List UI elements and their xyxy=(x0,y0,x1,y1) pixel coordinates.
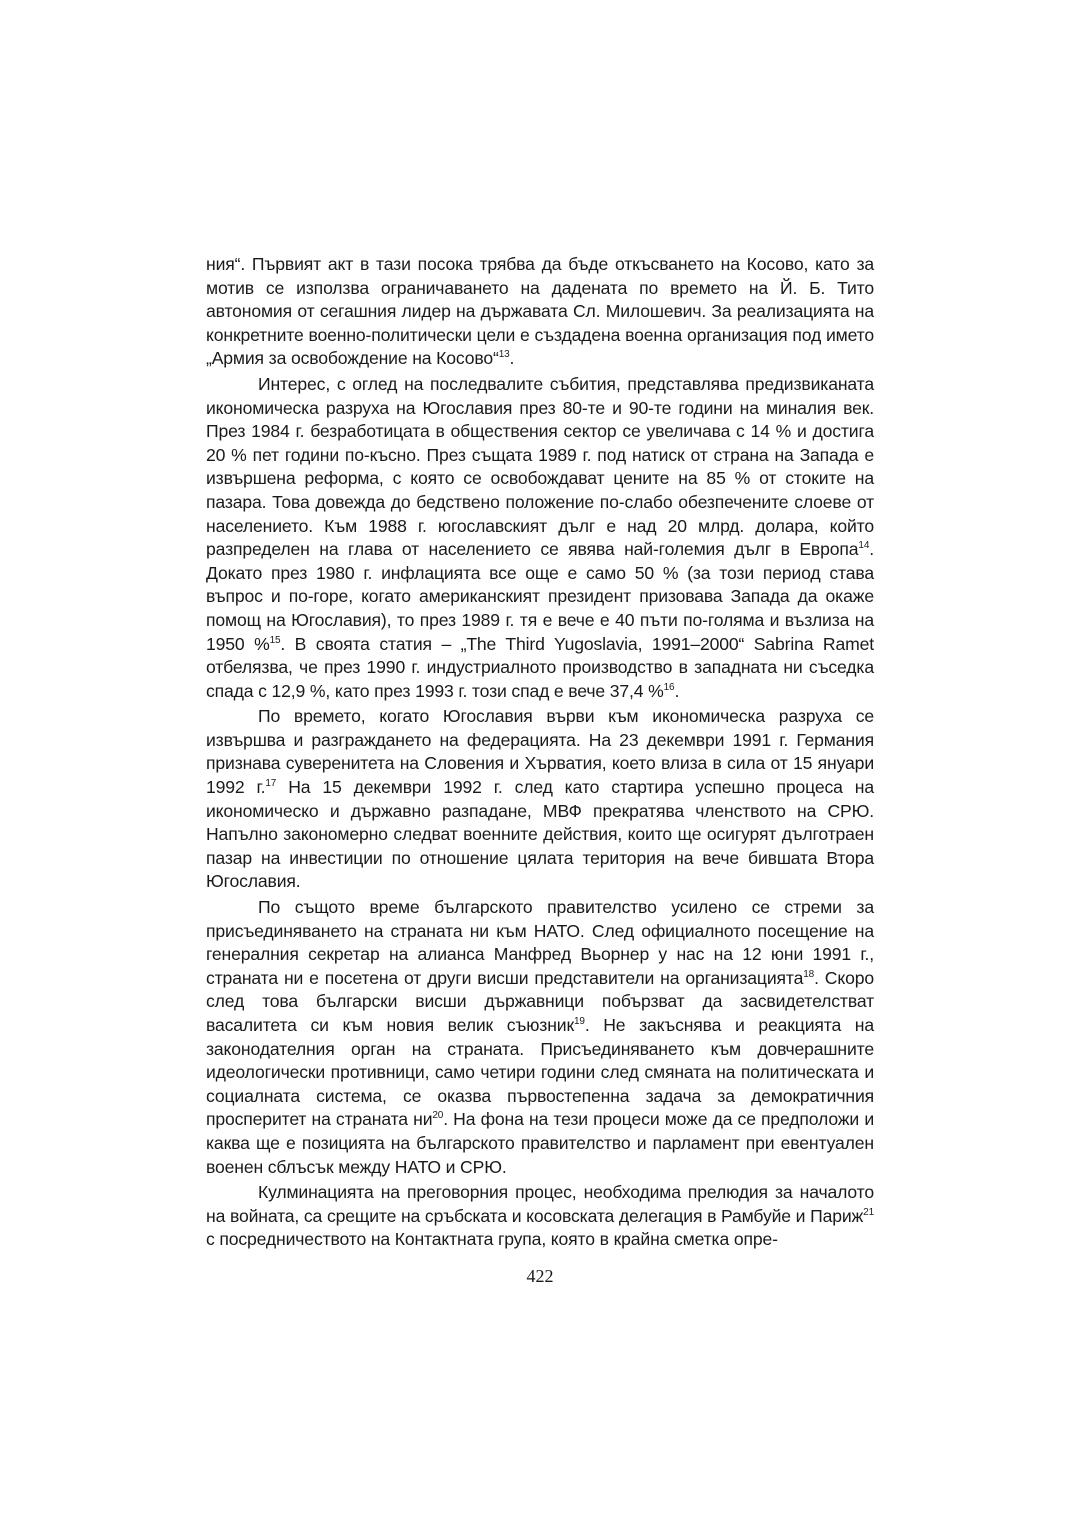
footnote-marker: 17 xyxy=(265,778,277,790)
body-text xyxy=(206,253,874,1254)
footnote-marker: 16 xyxy=(663,681,675,693)
footnote-marker: 19 xyxy=(574,1016,585,1028)
paragraph-text: По времето, когато Югославия върви към икономическа разруха се извършва и разграждането на федерацията. На 23 декември 1991 г. Германия признава суверенитета на Словения и Хърватия, което влиза в сила от 15 януари 1992 г. xyxy=(206,706,874,798)
paragraph-text: Интерес, с оглед на последвалите събития, представлява предизвиканата икономическа разруха на Югославия през 80-те и 90-те години на миналия век. През 1984 г. безработицата в обществения сектор се увеличава с 14 % и достига 20 % пет години по-късно. През същата 1989 г. под натиск от страна на Запада е извършена реформа, с която се освобождават цените на 85 % от стоките на пазара. Това довежда до бедствено положение по-слабо обезпечените слоеве от населението. Към 1988 г. югославският дълг е над 20 млрд. долара, който разпределен на глава от населението се явява най-големия дълг в Европа xyxy=(206,373,874,560)
paragraph-text: . xyxy=(674,680,680,701)
paragraph-text: с посредничеството на Контактната група, която в крайна сметка опре- xyxy=(206,1229,778,1250)
footnote-marker: 15 xyxy=(269,634,281,646)
footnote-marker: 13 xyxy=(498,349,510,361)
paragraph-text: . На фона на тези процеси може да се предположи и каква ще е позицията на българското правителство и парламент при евентуален военен сблъсък между НАТО и СРЮ. xyxy=(206,1109,874,1177)
paragraph-text: ния“. Първият акт в тази посока трябва да бъде откъсването на Косово, като за мотив се използва ограничаването на дадената по времето на Й. Б. Тито автономия от сегашния лидер на държавата Сл. Милошевич. За реализацията на конкретните военно-политически цели е създадена военна организация под името „Армия за освобождение на Косово“ xyxy=(206,254,874,369)
paragraph xyxy=(206,705,874,894)
paragraph xyxy=(206,1181,874,1252)
footnote-marker: 18 xyxy=(803,968,815,980)
paragraph-text: . Докато през 1980 г. инфлацията все още е само 50 % (за този период става въпрос и по-горе, когато американският президент призовава Запада да окаже помощ на Югославия), то през 1989 г. тя е вече е 40 пъти по-голяма и възлиза на 1950 % xyxy=(206,539,874,654)
footnote-marker: 14 xyxy=(858,540,870,552)
paragraph xyxy=(206,373,874,703)
paragraph-text: Кулминацията на преговорния процес, необходима прелюдия за началото на войната, са срещите на сръбската и косовската делегация в Рамбуйе и Париж xyxy=(206,1182,874,1226)
page-number: 422 xyxy=(526,1266,554,1286)
paragraph-text: На 15 декември 1992 г. след като стартира успешно процеса на икономическо и държавно разпадане, МВФ прекратява членството на СРЮ. Напълно закономерно следват военните действия, които ще осигурят дълготраен пазар на инвестиции по отношение цялата територия на вече бившата Втора Югославия. xyxy=(206,777,875,892)
paragraph-text: По същото време българското правителство усилено се стреми за присъединяването на страната ни към НАТО. След официалното посещение на генералния секретар на алианса Манфред Вьорнер у нас на 12 юни 1991 г., страната ни е посетена от други висши представители на организацията xyxy=(206,897,874,988)
paragraph-text: . Не закъснява и реакцията на законодателния орган на страната. Присъединяването към довчерашните идеологически противници, само четири години след смяната на политическата и социалната система, се оказва първостепенна задача за демократичния просперитет на страната ни xyxy=(206,1015,874,1130)
footnote-marker: 21 xyxy=(863,1206,874,1218)
paragraph-text: . Скоро след това български висши държавници побързват да засвидетелстват васалитета си към новия велик съюзник xyxy=(206,967,874,1035)
paragraph xyxy=(206,896,874,1179)
paragraph-text: . xyxy=(509,348,515,369)
footnote-marker: 20 xyxy=(432,1110,444,1122)
paragraph xyxy=(206,253,874,371)
paragraph-text: . В своята статия – „The Third Yugoslavia, 1991–2000“ Sabrina Ramet отбелязва, че през 1990 г. индустриалното производство в западната ни съседка спада с 12,9 %, като през 1993 г. този спад е вече 37,4 % xyxy=(206,633,874,701)
